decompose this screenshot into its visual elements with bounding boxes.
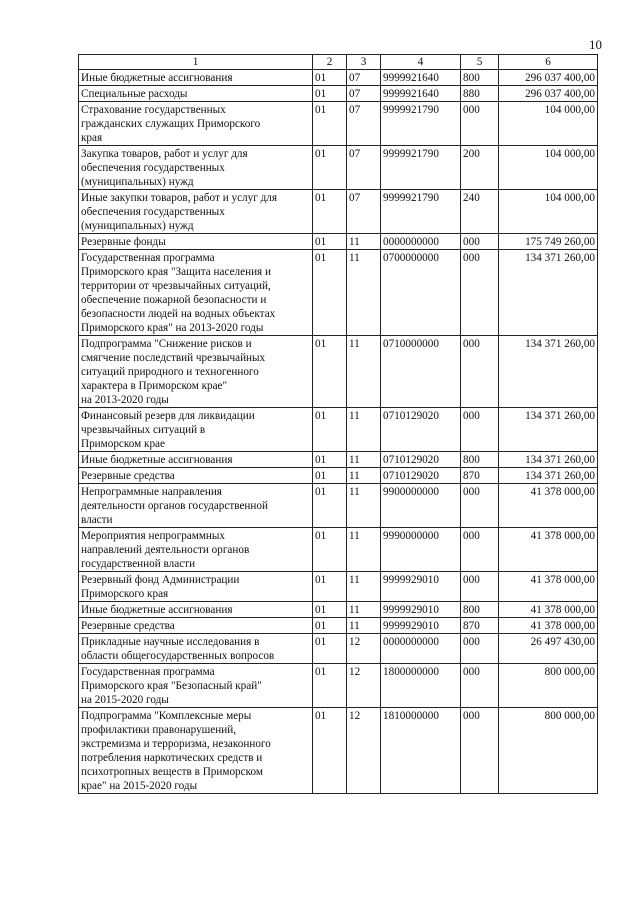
row-amount-cell: 26 497 430,00 [499, 634, 598, 664]
row-section-cell: 01 [313, 602, 347, 618]
row-subsection-cell: 12 [347, 664, 381, 708]
row-name-cell [79, 250, 313, 336]
row-section-cell: 01 [313, 572, 347, 602]
row-subsection-cell: 11 [347, 484, 381, 528]
row-section-cell: 01 [313, 708, 347, 794]
row-section-cell: 01 [313, 146, 347, 190]
row-section-cell: 01 [313, 250, 347, 336]
row-name-text: Подпрограмма "Комплексные меры профилактики правонарушений, экстремизма и терроризма, незаконного потребления наркотических средств и психотропных веществ в Приморском крае" на 2015-2020 годы [81, 710, 271, 792]
row-amount-cell: 800 000,00 [499, 708, 598, 794]
row-section-cell: 01 [313, 484, 347, 528]
header-cell-section: 2 [313, 55, 347, 70]
row-name-cell [79, 146, 313, 190]
row-target-cell: 9999929010 [381, 572, 461, 602]
row-type-cell: 000 [461, 634, 499, 664]
row-name-text: Государственная программа Приморского края "Безопасный край" на 2015-2020 годы [81, 666, 262, 706]
row-type-cell: 000 [461, 664, 499, 708]
row-name-text: Иные бюджетные ассигнования [81, 604, 233, 616]
row-type-cell: 200 [461, 146, 499, 190]
row-section-cell: 01 [313, 664, 347, 708]
row-name-cell [79, 708, 313, 794]
row-amount-cell: 104 000,00 [499, 102, 598, 146]
row-type-cell: 000 [461, 102, 499, 146]
row-subsection-cell: 11 [347, 468, 381, 484]
row-type-cell: 000 [461, 250, 499, 336]
row-type-cell: 000 [461, 336, 499, 408]
row-name-text: Резервные фонды [81, 236, 166, 248]
row-section-cell: 01 [313, 634, 347, 664]
row-target-cell: 9999921640 [381, 86, 461, 102]
page-number: 10 [589, 37, 602, 52]
row-name-cell [79, 190, 313, 234]
row-target-cell: 0000000000 [381, 634, 461, 664]
row-name-cell [79, 602, 313, 618]
row-amount-cell: 134 371 260,00 [499, 250, 598, 336]
row-subsection-cell: 07 [347, 102, 381, 146]
row-amount-cell: 800 000,00 [499, 664, 598, 708]
row-amount-cell: 134 371 260,00 [499, 452, 598, 468]
row-subsection-cell: 07 [347, 86, 381, 102]
row-target-cell: 0700000000 [381, 250, 461, 336]
row-type-cell: 870 [461, 618, 499, 634]
row-name-cell [79, 86, 313, 102]
row-name-text: Иные закупки товаров, работ и услуг для обеспечения государственных (муниципальных) нужд [81, 192, 278, 232]
row-target-cell: 9990000000 [381, 528, 461, 572]
row-name-text: Закупка товаров, работ и услуг для обеспечения государственных (муниципальных) нужд [81, 148, 248, 188]
row-amount-cell: 41 378 000,00 [499, 602, 598, 618]
row-name-cell [79, 484, 313, 528]
row-subsection-cell: 11 [347, 572, 381, 602]
table-row [79, 86, 598, 102]
row-subsection-cell: 11 [347, 234, 381, 250]
row-subsection-cell: 11 [347, 618, 381, 634]
row-name-text: Подпрограмма "Снижение рисков и смягчение последствий чрезвычайных ситуаций природного и техногенного характера в Приморском крае" на 2013-2020 годы [81, 338, 266, 406]
table-row [79, 708, 598, 794]
table-row [79, 528, 598, 572]
row-name-text: Резервные средства [81, 470, 175, 482]
row-name-text: Специальные расходы [81, 88, 188, 100]
row-subsection-cell: 11 [347, 452, 381, 468]
row-target-cell: 9999921640 [381, 70, 461, 86]
row-amount-cell: 134 371 260,00 [499, 336, 598, 408]
row-target-cell: 9999929010 [381, 602, 461, 618]
table-header [79, 55, 598, 70]
row-section-cell: 01 [313, 408, 347, 452]
table-row [79, 336, 598, 408]
row-target-cell: 9999929010 [381, 618, 461, 634]
header-cell-name: 1 [79, 55, 313, 70]
row-target-cell: 0710000000 [381, 336, 461, 408]
row-amount-cell: 41 378 000,00 [499, 572, 598, 602]
table-row [79, 250, 598, 336]
row-amount-cell: 41 378 000,00 [499, 618, 598, 634]
row-name-text: Резервные средства [81, 620, 175, 632]
row-name-cell [79, 408, 313, 452]
row-name-cell [79, 468, 313, 484]
row-name-cell [79, 452, 313, 468]
row-amount-cell: 134 371 260,00 [499, 468, 598, 484]
table-row [79, 602, 598, 618]
row-name-text: Прикладные научные исследования в области общегосударственных вопросов [81, 636, 275, 662]
row-amount-cell: 41 378 000,00 [499, 528, 598, 572]
row-target-cell: 9999921790 [381, 146, 461, 190]
row-amount-cell: 104 000,00 [499, 146, 598, 190]
row-section-cell: 01 [313, 468, 347, 484]
row-subsection-cell: 11 [347, 602, 381, 618]
row-type-cell: 880 [461, 86, 499, 102]
table-row [79, 70, 598, 86]
row-type-cell: 000 [461, 234, 499, 250]
table-row [79, 468, 598, 484]
table-row [79, 190, 598, 234]
row-name-cell [79, 102, 313, 146]
row-name-text: Непрограммные направления деятельности органов государственной власти [81, 486, 268, 526]
row-section-cell: 01 [313, 234, 347, 250]
row-subsection-cell: 11 [347, 250, 381, 336]
table-row [79, 664, 598, 708]
row-name-cell [79, 336, 313, 408]
table-body [79, 70, 598, 794]
row-name-text: Государственная программа Приморского края "Защита населения и территории от чрезвычайных ситуаций, обеспечение пожарной безопасности и безопасности людей на водных объектах Приморского края" на 2013-2020 годы [81, 252, 276, 334]
table-row [79, 234, 598, 250]
row-section-cell: 01 [313, 190, 347, 234]
row-target-cell: 0710129020 [381, 452, 461, 468]
table-row [79, 484, 598, 528]
row-subsection-cell: 07 [347, 190, 381, 234]
row-name-cell [79, 70, 313, 86]
row-subsection-cell: 11 [347, 528, 381, 572]
budget-table [78, 54, 598, 794]
row-amount-cell: 175 749 260,00 [499, 234, 598, 250]
row-subsection-cell: 12 [347, 708, 381, 794]
header-cell-type: 5 [461, 55, 499, 70]
row-type-cell: 000 [461, 484, 499, 528]
table-row [79, 618, 598, 634]
row-name-cell [79, 528, 313, 572]
row-type-cell: 870 [461, 468, 499, 484]
row-section-cell: 01 [313, 618, 347, 634]
row-type-cell: 000 [461, 408, 499, 452]
row-type-cell: 000 [461, 528, 499, 572]
row-name-cell [79, 572, 313, 602]
header-cell-subsection: 3 [347, 55, 381, 70]
row-amount-cell: 296 037 400,00 [499, 70, 598, 86]
row-subsection-cell: 11 [347, 408, 381, 452]
table-row [79, 452, 598, 468]
row-name-cell [79, 618, 313, 634]
row-target-cell: 0710129020 [381, 408, 461, 452]
table-row [79, 634, 598, 664]
table-row [79, 146, 598, 190]
header-row [79, 55, 598, 70]
row-name-text: Иные бюджетные ассигнования [81, 72, 233, 84]
row-type-cell: 800 [461, 70, 499, 86]
table-row [79, 572, 598, 602]
row-target-cell: 0710129020 [381, 468, 461, 484]
row-name-text: Страхование государственных гражданских служащих Приморского края [81, 104, 261, 144]
row-target-cell: 9900000000 [381, 484, 461, 528]
row-name-text: Иные бюджетные ассигнования [81, 454, 233, 466]
row-subsection-cell: 12 [347, 634, 381, 664]
row-section-cell: 01 [313, 452, 347, 468]
row-name-text: Резервный фонд Администрации Приморского края [81, 574, 240, 600]
row-target-cell: 0000000000 [381, 234, 461, 250]
row-subsection-cell: 07 [347, 70, 381, 86]
row-section-cell: 01 [313, 528, 347, 572]
table-row [79, 102, 598, 146]
header-cell-target: 4 [381, 55, 461, 70]
row-name-text: Мероприятия непрограммных направлений деятельности органов государственной власти [81, 530, 250, 570]
row-section-cell: 01 [313, 70, 347, 86]
row-type-cell: 240 [461, 190, 499, 234]
row-section-cell: 01 [313, 102, 347, 146]
row-amount-cell: 296 037 400,00 [499, 86, 598, 102]
row-name-cell [79, 234, 313, 250]
row-target-cell: 1810000000 [381, 708, 461, 794]
row-section-cell: 01 [313, 86, 347, 102]
row-type-cell: 000 [461, 708, 499, 794]
table-row [79, 408, 598, 452]
row-subsection-cell: 07 [347, 146, 381, 190]
row-type-cell: 800 [461, 602, 499, 618]
row-type-cell: 000 [461, 572, 499, 602]
row-type-cell: 800 [461, 452, 499, 468]
row-target-cell: 9999921790 [381, 102, 461, 146]
row-name-text: Финансовый резерв для ликвидации чрезвычайных ситуаций в Приморском крае [81, 410, 255, 450]
row-amount-cell: 41 378 000,00 [499, 484, 598, 528]
row-name-cell [79, 664, 313, 708]
header-cell-amount: 6 [499, 55, 598, 70]
row-target-cell: 1800000000 [381, 664, 461, 708]
row-amount-cell: 134 371 260,00 [499, 408, 598, 452]
row-section-cell: 01 [313, 336, 347, 408]
row-name-cell [79, 634, 313, 664]
row-subsection-cell: 11 [347, 336, 381, 408]
row-amount-cell: 104 000,00 [499, 190, 598, 234]
row-target-cell: 9999921790 [381, 190, 461, 234]
